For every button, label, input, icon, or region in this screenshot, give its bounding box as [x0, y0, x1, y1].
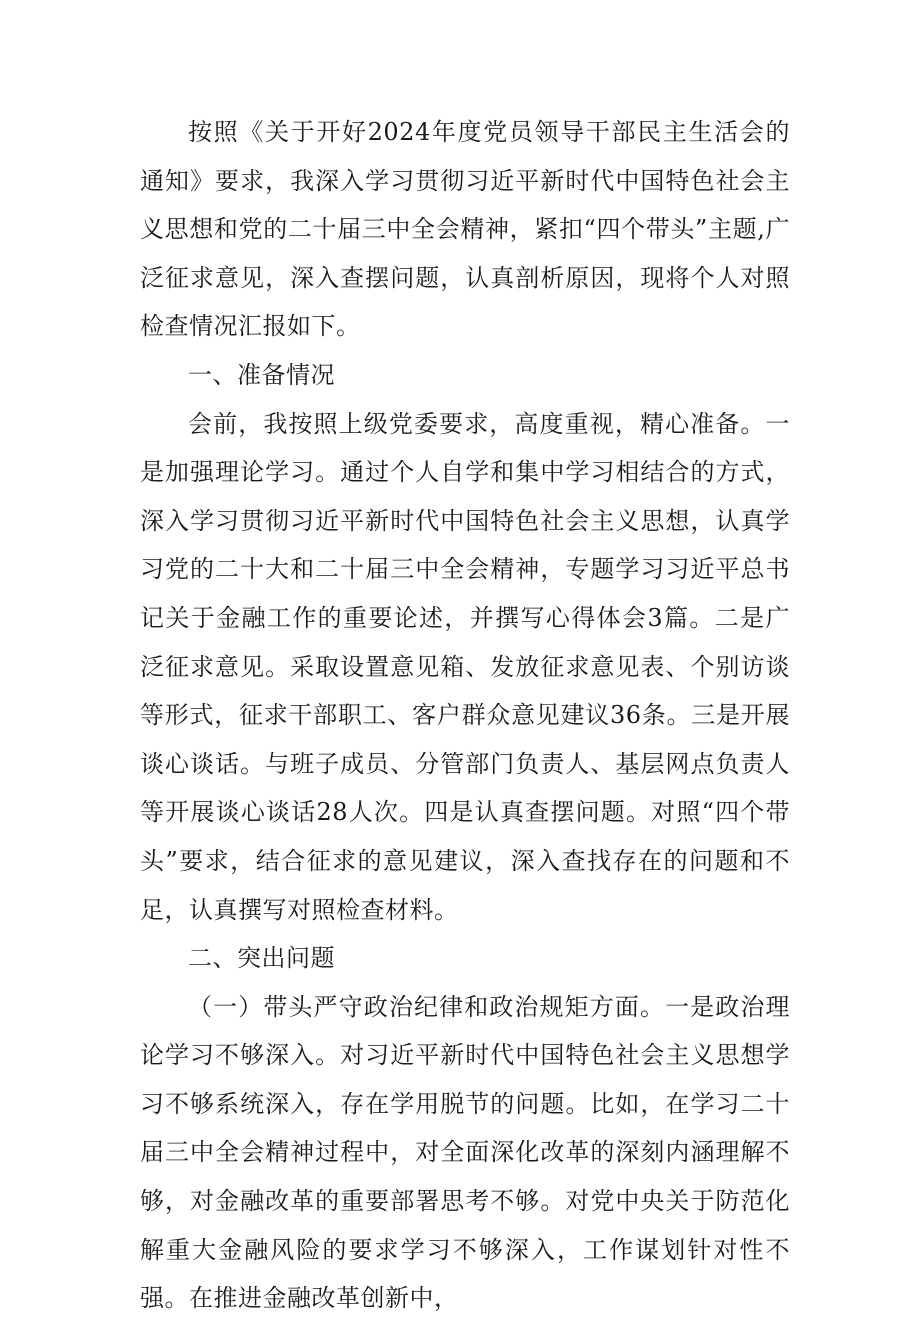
section-heading-problems: 二、突出问题 — [188, 944, 335, 973]
intro-paragraph: 按照《关于开好2024年度党员领导干部民主生活会的通知》要求，我深入学习贯彻习近平新时代中国特色社会主义思想和党的二十届三中全会精神，紧扣“四个带头”主题,广泛征求意见，深入查摆问题，认真剖析原因，现将个人对照检查情况汇报如下。 — [140, 118, 790, 341]
section-heading-preparation: 一、准备情况 — [188, 360, 335, 389]
problems-paragraph: （一）带头严守政治纪律和政治规矩方面。一是政治理论学习不够深入。对习近平新时代中国特色社会主义思想学习不够系统深入，存在学用脱节的问题。比如，在学习二十届三中全会精神过程中，对全面深化改革的深刻内涵理解不够，对金融改革的重要部署思考不够。对党中央关于防范化解重大金融风险的要求学习不够深入，工作谋划针对性不强。在推进金融改革创新中， — [140, 992, 790, 1313]
document-body — [140, 108, 790, 1323]
preparation-paragraph: 会前，我按照上级党委要求，高度重视，精心准备。一是加强理论学习。通过个人自学和集中学习相结合的方式，深入学习贯彻习近平新时代中国特色社会主义思想，认真学习党的二十大和二十届三中全会精神，专题学习习近平总书记关于金融工作的重要论述，并撰写心得体会3篇。二是广泛征求意见。采取设置意见箱、发放征求意见表、个别访谈等形式，征求干部职工、客户群众意见建议36条。三是开展谈心谈话。与班子成员、分管部门负责人、基层网点负责人等开展谈心谈话28人次。四是认真查摆问题。对照“四个带头”要求，结合征求的意见建议，深入查找存在的问题和不足，认真撰写对照检查材料。 — [140, 409, 790, 924]
